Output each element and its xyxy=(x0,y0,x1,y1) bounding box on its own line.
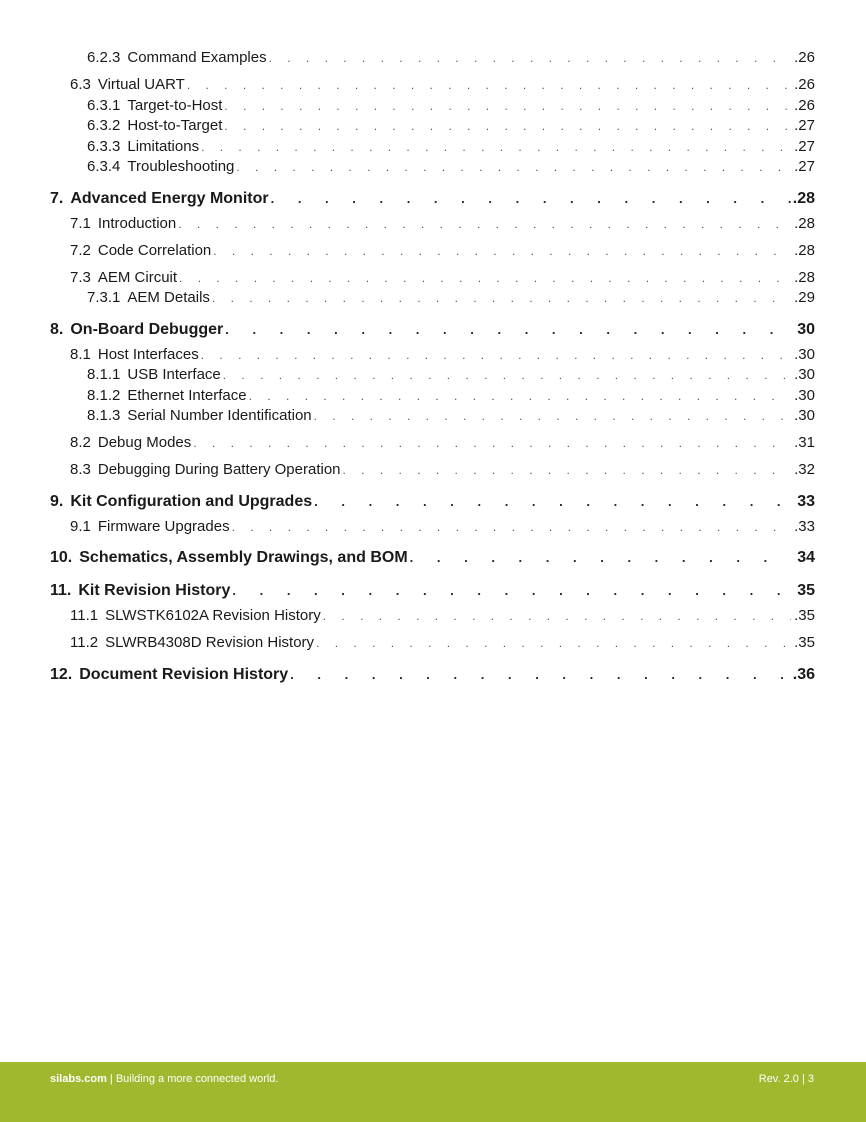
toc-entry-page: .36 xyxy=(792,665,815,683)
toc-dot-leader xyxy=(187,75,791,96)
toc-dot-leader xyxy=(232,579,791,603)
toc-entry[interactable] xyxy=(50,318,815,342)
toc-entry[interactable] xyxy=(50,187,815,211)
toc-entry-number: 9.1 xyxy=(70,517,91,535)
toc-entry-title: Command Examples xyxy=(127,49,267,66)
table-of-contents xyxy=(50,48,815,690)
toc-dot-leader xyxy=(201,345,791,366)
toc-entry-page: 33 xyxy=(797,492,815,510)
toc-entry-number: 8.1 xyxy=(70,345,91,363)
toc-entry-page: .26 xyxy=(794,76,815,93)
toc-dot-leader xyxy=(271,187,791,211)
toc-entry-page: .30 xyxy=(794,345,815,363)
toc-entry-title: Host Interfaces xyxy=(97,345,199,363)
toc-entry[interactable] xyxy=(50,365,815,386)
toc-entry-page: .28 xyxy=(794,214,815,232)
toc-entry-title: Troubleshooting xyxy=(127,158,235,175)
toc-entry-number: 6.2.3 xyxy=(87,49,121,66)
toc-entry-number: 8.1.1 xyxy=(87,366,121,383)
toc-entry[interactable] xyxy=(50,633,815,654)
toc-entry-page: .27 xyxy=(794,158,815,175)
toc-dot-leader xyxy=(236,157,791,178)
toc-dot-leader xyxy=(201,137,791,158)
toc-dot-leader xyxy=(290,663,791,687)
toc-entry-title: Advanced Energy Monitor xyxy=(70,189,269,207)
toc-entry[interactable] xyxy=(50,96,815,117)
toc-dot-leader xyxy=(343,460,791,481)
toc-entry[interactable] xyxy=(50,75,815,96)
toc-entry-number: 6.3.2 xyxy=(87,117,121,134)
toc-entry-number: 10. xyxy=(50,549,73,566)
toc-entry-number: 11.1 xyxy=(70,607,99,624)
toc-entry-number: 8. xyxy=(50,320,64,338)
toc-entry[interactable] xyxy=(50,48,815,69)
toc-dot-leader xyxy=(225,318,791,342)
toc-entry-title: Limitations xyxy=(127,137,200,155)
toc-entry-number: 7. xyxy=(50,189,64,207)
toc-entry-number: 6.3.3 xyxy=(87,137,121,155)
toc-entry-page: 34 xyxy=(797,549,815,566)
toc-entry-number: 8.3 xyxy=(70,461,91,478)
toc-entry-page: .28 xyxy=(794,241,815,259)
toc-dot-leader xyxy=(178,214,791,235)
toc-entry[interactable] xyxy=(50,386,815,407)
toc-entry-title: Code Correlation xyxy=(97,241,212,259)
toc-entry[interactable] xyxy=(50,579,815,603)
toc-entry[interactable] xyxy=(50,546,815,570)
toc-dot-leader xyxy=(224,96,791,117)
toc-entry-number: 8.1.2 xyxy=(87,386,121,404)
toc-entry-page: .32 xyxy=(794,461,815,478)
toc-entry-page: .30 xyxy=(794,366,815,383)
toc-entry[interactable] xyxy=(50,288,815,309)
footer-site-link[interactable]: silabs.com xyxy=(50,1073,107,1085)
toc-entry-title: Debugging During Battery Operation xyxy=(97,461,341,478)
toc-entry-title: Kit Configuration and Upgrades xyxy=(70,492,313,510)
footer-tagline: | Building a more connected world. xyxy=(106,1073,279,1085)
toc-entry-title: Firmware Upgrades xyxy=(97,517,230,535)
toc-entry-number: 9. xyxy=(50,492,64,510)
toc-entry-page: .35 xyxy=(794,607,815,624)
toc-entry-title: USB Interface xyxy=(127,366,221,383)
toc-entry-number: 8.2 xyxy=(70,434,91,451)
toc-entry-number: 7.3 xyxy=(70,268,91,286)
toc-entry-page: 30 xyxy=(797,320,815,338)
toc-entry[interactable] xyxy=(50,606,815,627)
toc-entry-title: Ethernet Interface xyxy=(127,386,247,404)
toc-dot-leader xyxy=(179,268,791,289)
toc-entry[interactable] xyxy=(50,137,815,158)
toc-entry-title: Document Revision History xyxy=(79,665,289,683)
toc-dot-leader xyxy=(316,633,791,654)
toc-entry-page: .28 xyxy=(794,268,815,286)
toc-entry-number: 12. xyxy=(50,665,73,683)
toc-entry-page: .33 xyxy=(794,517,815,535)
toc-dot-leader xyxy=(314,406,791,427)
toc-entry[interactable] xyxy=(50,517,815,538)
toc-entry-title: Debug Modes xyxy=(97,434,192,451)
toc-dot-leader xyxy=(213,241,791,262)
toc-dot-leader xyxy=(232,517,791,538)
toc-entry-page: .27 xyxy=(794,117,815,134)
toc-entry[interactable] xyxy=(50,214,815,235)
toc-dot-leader xyxy=(249,386,791,407)
toc-entry-title: Serial Number Identification xyxy=(127,407,312,424)
toc-entry-page: .26 xyxy=(794,49,815,66)
toc-entry-title: Host-to-Target xyxy=(127,117,223,134)
toc-dot-leader xyxy=(224,116,791,137)
toc-entry[interactable] xyxy=(50,345,815,366)
toc-dot-leader xyxy=(323,606,791,627)
toc-entry-title: Introduction xyxy=(97,214,177,232)
toc-entry-title: AEM Circuit xyxy=(97,268,178,286)
toc-entry-number: 6.3.4 xyxy=(87,158,121,175)
footer-revision: Rev. 2.0 | 3 xyxy=(758,1073,814,1085)
footer-branding xyxy=(50,1073,278,1085)
toc-entry-title: AEM Details xyxy=(127,289,210,306)
toc-entry-page: .31 xyxy=(794,434,815,451)
toc-entry-page: .35 xyxy=(794,634,815,651)
toc-entry-page: .26 xyxy=(794,96,815,114)
toc-entry-number: 6.3.1 xyxy=(87,96,121,114)
toc-entry-title: Target-to-Host xyxy=(127,96,223,114)
toc-entry-number: 11.2 xyxy=(70,634,99,651)
toc-entry-title: SLWRB4308D Revision History xyxy=(105,634,315,651)
page-footer xyxy=(0,1062,866,1122)
toc-entry-number: 6.3 xyxy=(70,76,91,93)
toc-entry-page: .29 xyxy=(794,289,815,306)
toc-entry[interactable] xyxy=(50,460,815,481)
toc-entry-title: SLWSTK6102A Revision History xyxy=(105,607,321,624)
toc-entry-title: Virtual UART xyxy=(97,76,185,93)
toc-entry-title: Schematics, Assembly Drawings, and BOM xyxy=(79,549,408,566)
toc-entry-number: 7.1 xyxy=(70,214,91,232)
toc-entry-page: 35 xyxy=(797,582,815,599)
toc-dot-leader xyxy=(269,48,791,69)
toc-entry-number: 7.2 xyxy=(70,241,91,259)
toc-entry-title: On-Board Debugger xyxy=(70,320,224,338)
toc-dot-leader xyxy=(410,546,791,570)
toc-entry-title: Kit Revision History xyxy=(78,582,231,599)
toc-entry[interactable] xyxy=(50,433,815,454)
toc-entry-page: .30 xyxy=(794,407,815,424)
toc-entry-page: .27 xyxy=(794,137,815,155)
toc-dot-leader xyxy=(193,433,791,454)
toc-entry[interactable] xyxy=(50,663,815,687)
toc-entry-page: .30 xyxy=(794,386,815,404)
toc-entry-number: 11. xyxy=(50,582,72,599)
toc-entry[interactable] xyxy=(50,490,815,514)
toc-entry-number: 7.3.1 xyxy=(87,289,121,306)
toc-entry[interactable] xyxy=(50,406,815,427)
toc-entry[interactable] xyxy=(50,241,815,262)
toc-entry[interactable] xyxy=(50,116,815,137)
toc-entry-page: .28 xyxy=(792,189,815,207)
toc-dot-leader xyxy=(314,490,791,514)
toc-entry[interactable] xyxy=(50,268,815,289)
toc-dot-leader xyxy=(223,365,791,386)
toc-entry[interactable] xyxy=(50,157,815,178)
toc-dot-leader xyxy=(212,288,791,309)
toc-entry-number: 8.1.3 xyxy=(87,407,121,424)
